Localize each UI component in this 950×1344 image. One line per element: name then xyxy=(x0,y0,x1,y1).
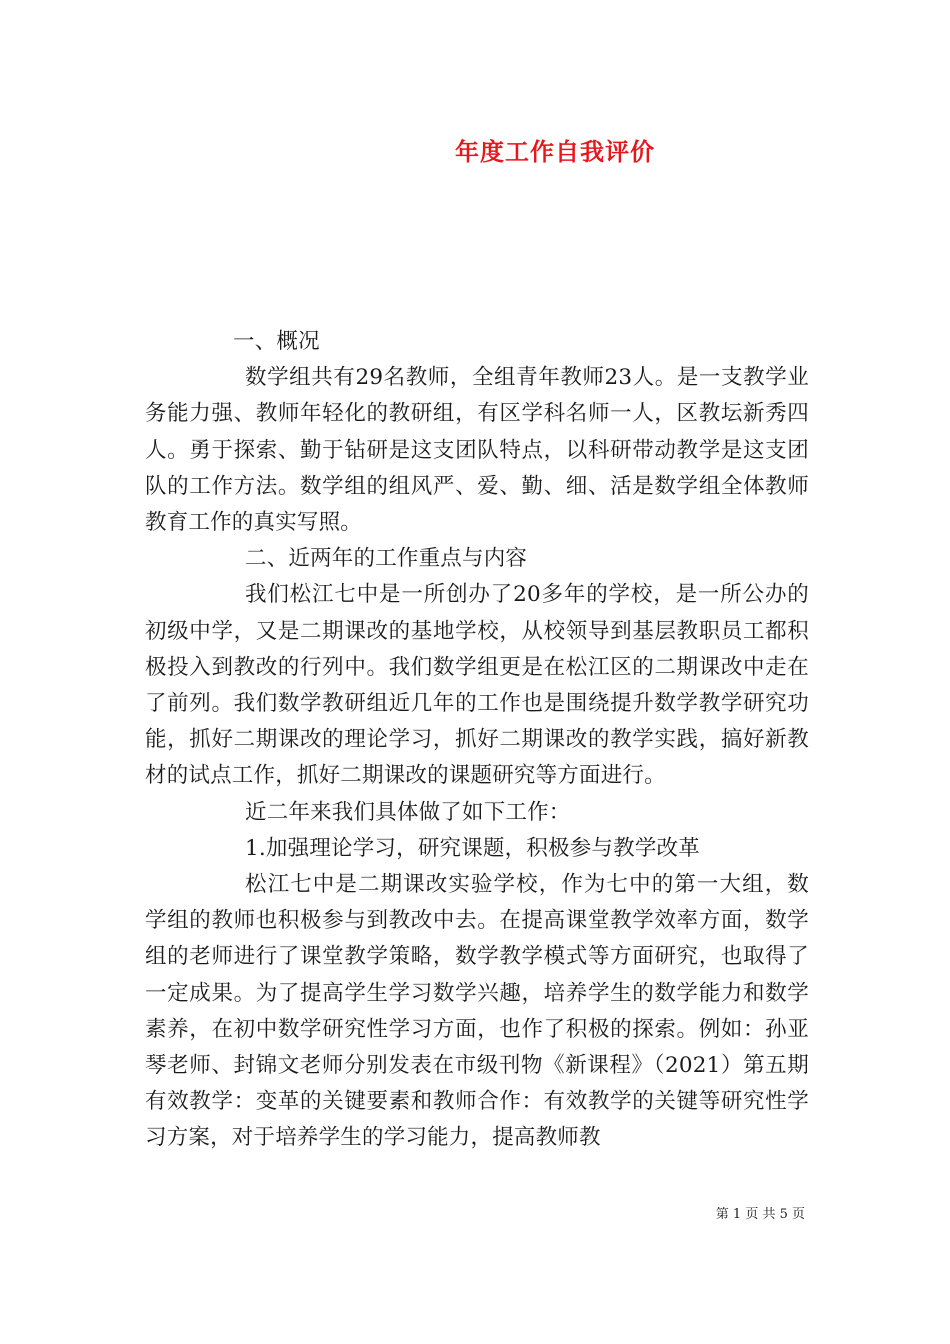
paragraph-theory-study: 松江七中是二期课改实验学校，作为七中的第一大组，数学组的教师也积极参与到教改中去。在提高课堂教学效率方面，数学组的老师进行了课堂教学策略，数学教学模式等方面研究，也取得了一定成果。为了提高学生学习数学兴趣，培养学生的数学能力和数学素养，在初中数学研究性学习方面，也作了积极的探索。例如：孙亚琴老师、封锦文老师分别发表在市级刊物《新课程》（2021）第五期有效教学：变革的关键要素和教师合作：有效教学的关键等研究性学习方案，对于培养学生的学习能力，提高教师教 xyxy=(145,872,809,1151)
paragraph-work-lead: 近二年来我们具体做了如下工作： xyxy=(245,799,571,825)
document-body xyxy=(145,324,809,1157)
document-title: 年度工作自我评价 xyxy=(455,138,655,166)
paragraph-school-intro: 我们松江七中是一所创办了20多年的学校，是一所公办的初级中学，又是二期课改的基地学校，从校领导到基层教职员工都积极投入到教改的行列中。我们数学组更是在松江区的二期课改中走在了前列。我们数学教研组近几年的工作也是围绕提升数学教学研究功能，抓好二期课改的理论学习，抓好二期课改的教学实践，搞好新教材的试点工作，抓好二期课改的课题研究等方面进行。 xyxy=(145,582,809,789)
page-number-footer: 第 1 页 共 5 页 xyxy=(715,1207,805,1222)
section-heading-overview: 一、概况 xyxy=(233,329,320,354)
paragraph-overview: 数学组共有29名教师，全组青年教师23人。是一支教学业务能力强、教师年轻化的教研组，有区学科名师一人，区教坛新秀四人。勇于探索、勤于钻研是这支团队特点，以科研带动教学是这支团队的工作方法。数学组的组风严、爱、勤、细、活是数学组全体教师教育工作的真实写照。 xyxy=(145,365,809,536)
subheading-theory-study: 1.加强理论学习，研究课题，积极参与教学改革 xyxy=(245,835,700,861)
section-heading-work-focus: 二、近两年的工作重点与内容 xyxy=(245,546,528,572)
